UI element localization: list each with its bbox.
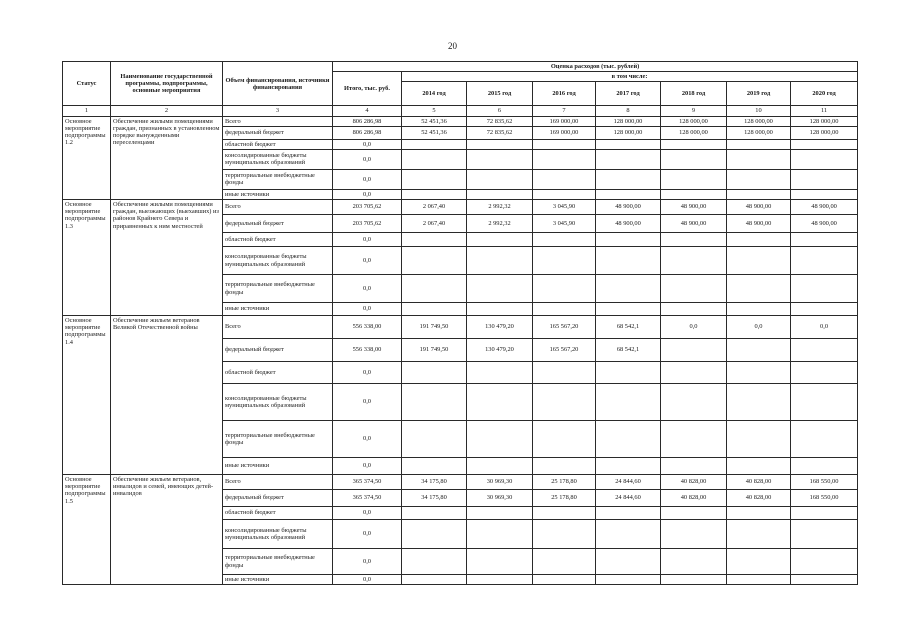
total-value: 0,0: [333, 303, 402, 316]
year-value: [661, 139, 727, 149]
year-value: [467, 458, 533, 475]
column-number: 3: [223, 106, 333, 116]
year-value: [661, 339, 727, 362]
year-value: 2 067,40: [402, 215, 467, 233]
year-value: [402, 275, 467, 303]
year-value: 0,0: [791, 316, 858, 339]
year-value: 48 900,00: [791, 215, 858, 233]
year-value: [661, 169, 727, 189]
year-value: 0,0: [661, 316, 727, 339]
year-value: [402, 549, 467, 575]
year-value: [727, 275, 791, 303]
column-number: 6: [467, 106, 533, 116]
year-value: [791, 275, 858, 303]
year-value: [533, 575, 596, 585]
year-value: 169 000,00: [533, 126, 596, 139]
total-value: 203 705,62: [333, 200, 402, 215]
year-value: [661, 233, 727, 247]
year-value: [727, 149, 791, 169]
year-value: [596, 384, 661, 421]
year-value: 48 900,00: [596, 200, 661, 215]
year-value: 25 178,80: [533, 490, 596, 507]
year-value: [402, 247, 467, 275]
year-value: [402, 149, 467, 169]
funding-source: консолидированные бюджеты муниципальных образований: [223, 384, 333, 421]
total-value: 0,0: [333, 189, 402, 199]
table-row: [63, 116, 858, 126]
year-value: [596, 233, 661, 247]
page-number: 20: [448, 41, 457, 51]
total-value: 0,0: [333, 575, 402, 585]
budget-table: [62, 61, 858, 585]
year-value: [467, 233, 533, 247]
column-number: 9: [661, 106, 727, 116]
year-value: [467, 149, 533, 169]
row-status: Основное мероприятие подпрограммы 1.4: [63, 316, 111, 475]
funding-source: Всего: [223, 475, 333, 490]
year-value: [661, 149, 727, 169]
year-value: 2 992,32: [467, 215, 533, 233]
year-value: [596, 139, 661, 149]
year-value: [791, 339, 858, 362]
year-value: 30 969,30: [467, 490, 533, 507]
funding-source: консолидированные бюджеты муниципальных образований: [223, 520, 333, 549]
total-value: 0,0: [333, 169, 402, 189]
funding-source: Всего: [223, 200, 333, 215]
funding-source: Всего: [223, 116, 333, 126]
year-value: 2 992,32: [467, 200, 533, 215]
year-value: [727, 384, 791, 421]
year-value: [467, 275, 533, 303]
row-name: Обеспечение жилыми помещениями граждан, признанных в установленном порядке вынужденными переселенцами: [111, 116, 223, 200]
table-row: [63, 475, 858, 490]
total-value: 0,0: [333, 149, 402, 169]
year-value: [727, 233, 791, 247]
year-value: [791, 458, 858, 475]
year-value: 130 479,20: [467, 316, 533, 339]
total-value: 0,0: [333, 384, 402, 421]
year-value: [727, 458, 791, 475]
total-value: 0,0: [333, 507, 402, 520]
year-value: [596, 575, 661, 585]
year-value: 34 175,80: [402, 490, 467, 507]
year-value: [791, 189, 858, 199]
row-status: Основное мероприятие подпрограммы 1.5: [63, 475, 111, 585]
funding-source: областной бюджет: [223, 139, 333, 149]
year-value: [661, 303, 727, 316]
year-value: [467, 169, 533, 189]
year-value: 48 900,00: [661, 200, 727, 215]
year-value: [467, 421, 533, 458]
year-value: [791, 384, 858, 421]
total-value: 0,0: [333, 247, 402, 275]
year-value: 165 567,20: [533, 316, 596, 339]
year-value: 48 900,00: [727, 215, 791, 233]
year-value: [661, 458, 727, 475]
year-value: 128 000,00: [596, 126, 661, 139]
year-value: 25 178,80: [533, 475, 596, 490]
funding-source: Всего: [223, 316, 333, 339]
year-value: 128 000,00: [791, 126, 858, 139]
year-value: 168 550,00: [791, 490, 858, 507]
year-value: [791, 575, 858, 585]
year-value: [533, 303, 596, 316]
year-value: 68 542,1: [596, 339, 661, 362]
row-name: Обеспечение жильем ветеранов, инвалидов и семей, имеющих детей-инвалидов: [111, 475, 223, 585]
year-value: 24 844,60: [596, 475, 661, 490]
row-status: Основное мероприятие подпрограммы 1.3: [63, 200, 111, 316]
year-value: 52 451,36: [402, 126, 467, 139]
year-value: 48 900,00: [791, 200, 858, 215]
year-value: [467, 362, 533, 384]
funding-source: федеральный бюджет: [223, 490, 333, 507]
year-value: [402, 362, 467, 384]
year-value: [402, 169, 467, 189]
year-value: [533, 507, 596, 520]
year-value: [402, 575, 467, 585]
total-value: 0,0: [333, 139, 402, 149]
year-value: 3 045,90: [533, 200, 596, 215]
year-value: [727, 520, 791, 549]
year-value: 34 175,80: [402, 475, 467, 490]
year-value: [533, 458, 596, 475]
year-value: [533, 275, 596, 303]
year-value: [596, 149, 661, 169]
year-value: [791, 303, 858, 316]
funding-source: иные источники: [223, 458, 333, 475]
header-estimate: Оценка расходов (тыс. рублей): [333, 62, 858, 72]
year-value: [791, 421, 858, 458]
year-value: [533, 549, 596, 575]
column-number: 4: [333, 106, 402, 116]
year-value: 130 479,20: [467, 339, 533, 362]
year-value: [791, 233, 858, 247]
funding-source: областной бюджет: [223, 233, 333, 247]
header-year: 2017 год: [596, 82, 661, 106]
year-value: [402, 139, 467, 149]
year-value: 168 550,00: [791, 475, 858, 490]
year-value: 72 835,62: [467, 116, 533, 126]
header-year: 2019 год: [727, 82, 791, 106]
year-value: [596, 303, 661, 316]
year-value: 169 000,00: [533, 116, 596, 126]
total-value: 556 338,00: [333, 339, 402, 362]
year-value: [727, 549, 791, 575]
year-value: [402, 421, 467, 458]
year-value: [596, 275, 661, 303]
funding-source: федеральный бюджет: [223, 126, 333, 139]
year-value: [467, 549, 533, 575]
header-total: Итого, тыс. руб.: [333, 72, 402, 106]
year-value: [402, 458, 467, 475]
year-value: [533, 247, 596, 275]
year-value: 40 828,00: [661, 490, 727, 507]
year-value: [533, 421, 596, 458]
year-value: [467, 384, 533, 421]
row-name: Обеспечение жилыми помещениями граждан, выезжающих (выехавших) из районов Крайнего Севера и приравненных к ним местностей: [111, 200, 223, 316]
total-value: 365 374,50: [333, 490, 402, 507]
year-value: [467, 507, 533, 520]
table-body: [63, 116, 858, 585]
year-value: [661, 549, 727, 575]
funding-source: иные источники: [223, 303, 333, 316]
year-value: [791, 149, 858, 169]
year-value: [533, 139, 596, 149]
year-value: [533, 384, 596, 421]
total-value: 0,0: [333, 520, 402, 549]
year-value: [596, 169, 661, 189]
funding-source: областной бюджет: [223, 507, 333, 520]
funding-source: федеральный бюджет: [223, 215, 333, 233]
header-year: 2018 год: [661, 82, 727, 106]
year-value: [533, 169, 596, 189]
column-number: 8: [596, 106, 661, 116]
funding-source: территориальные внебюджетные фонды: [223, 169, 333, 189]
year-value: 2 067,40: [402, 200, 467, 215]
year-value: 40 828,00: [727, 490, 791, 507]
year-value: 191 749,50: [402, 339, 467, 362]
year-value: [402, 303, 467, 316]
year-value: [791, 362, 858, 384]
year-value: [402, 233, 467, 247]
year-value: [727, 139, 791, 149]
year-value: [661, 384, 727, 421]
total-value: 806 286,98: [333, 116, 402, 126]
header-including: в том числе:: [402, 72, 858, 82]
year-value: [467, 303, 533, 316]
year-value: [661, 421, 727, 458]
year-value: 40 828,00: [727, 475, 791, 490]
year-value: [791, 247, 858, 275]
column-number: 7: [533, 106, 596, 116]
year-value: [533, 520, 596, 549]
year-value: [596, 520, 661, 549]
header-year: 2016 год: [533, 82, 596, 106]
year-value: 128 000,00: [727, 126, 791, 139]
year-value: [533, 362, 596, 384]
total-value: 203 705,62: [333, 215, 402, 233]
year-value: [661, 507, 727, 520]
funding-source: консолидированные бюджеты муниципальных образований: [223, 247, 333, 275]
year-value: [467, 139, 533, 149]
year-value: 48 900,00: [596, 215, 661, 233]
funding-source: федеральный бюджет: [223, 339, 333, 362]
year-value: 191 749,50: [402, 316, 467, 339]
year-value: [661, 247, 727, 275]
funding-source: иные источники: [223, 189, 333, 199]
year-value: [596, 189, 661, 199]
year-value: 128 000,00: [727, 116, 791, 126]
total-value: 0,0: [333, 362, 402, 384]
year-value: [533, 149, 596, 169]
total-value: 556 338,00: [333, 316, 402, 339]
year-value: [402, 384, 467, 421]
year-value: 68 542,1: [596, 316, 661, 339]
funding-source: консолидированные бюджеты муниципальных образований: [223, 149, 333, 169]
year-value: 0,0: [727, 316, 791, 339]
header-status: Статус: [63, 62, 111, 106]
year-value: 52 451,36: [402, 116, 467, 126]
year-value: 30 969,30: [467, 475, 533, 490]
year-value: [791, 507, 858, 520]
column-number: 1: [63, 106, 111, 116]
year-value: [791, 139, 858, 149]
year-value: 48 900,00: [661, 215, 727, 233]
year-value: [727, 169, 791, 189]
year-value: [596, 458, 661, 475]
year-value: 128 000,00: [661, 116, 727, 126]
year-value: [727, 247, 791, 275]
funding-source: территориальные внебюджетные фонды: [223, 421, 333, 458]
total-value: 0,0: [333, 233, 402, 247]
year-value: [727, 303, 791, 316]
year-value: [661, 362, 727, 384]
header-volume: Объем финансирования, источники финансирования: [223, 62, 333, 106]
header-year: 2015 год: [467, 82, 533, 106]
column-number: 2: [111, 106, 223, 116]
year-value: [791, 520, 858, 549]
year-value: [402, 520, 467, 549]
funding-source: территориальные внебюджетные фонды: [223, 549, 333, 575]
year-value: [467, 575, 533, 585]
header-name: Наименование государственной программы, подпрограммы, основные мероприятия: [111, 62, 223, 106]
year-value: [402, 189, 467, 199]
funding-source: областной бюджет: [223, 362, 333, 384]
year-value: 40 828,00: [661, 475, 727, 490]
year-value: [727, 189, 791, 199]
year-value: [596, 421, 661, 458]
year-value: [533, 233, 596, 247]
year-value: [727, 362, 791, 384]
year-value: [727, 507, 791, 520]
year-value: [596, 507, 661, 520]
column-number: 11: [791, 106, 858, 116]
column-number: 5: [402, 106, 467, 116]
year-value: 128 000,00: [661, 126, 727, 139]
total-value: 806 286,98: [333, 126, 402, 139]
year-value: [791, 549, 858, 575]
total-value: 0,0: [333, 458, 402, 475]
year-value: [791, 169, 858, 189]
column-number: 10: [727, 106, 791, 116]
year-value: [596, 247, 661, 275]
year-value: [661, 275, 727, 303]
year-value: [661, 520, 727, 549]
year-value: [661, 575, 727, 585]
year-value: 3 045,90: [533, 215, 596, 233]
year-value: [727, 575, 791, 585]
total-value: 0,0: [333, 549, 402, 575]
year-value: 128 000,00: [596, 116, 661, 126]
year-value: [661, 189, 727, 199]
year-value: [596, 549, 661, 575]
year-value: 24 844,60: [596, 490, 661, 507]
total-value: 365 374,50: [333, 475, 402, 490]
year-value: 165 567,20: [533, 339, 596, 362]
year-value: 128 000,00: [791, 116, 858, 126]
year-value: [467, 520, 533, 549]
year-value: 48 900,00: [727, 200, 791, 215]
total-value: 0,0: [333, 421, 402, 458]
year-value: 72 835,62: [467, 126, 533, 139]
header-year: 2020 год: [791, 82, 858, 106]
year-value: [727, 421, 791, 458]
funding-source: иные источники: [223, 575, 333, 585]
year-value: [596, 362, 661, 384]
table-row: [63, 200, 858, 215]
row-name: Обеспечение жильем ветеранов Великой Отечественной войны: [111, 316, 223, 475]
total-value: 0,0: [333, 275, 402, 303]
year-value: [727, 339, 791, 362]
table-row: [63, 316, 858, 339]
header-year: 2014 год: [402, 82, 467, 106]
row-status: Основное мероприятие подпрограммы 1.2: [63, 116, 111, 200]
year-value: [402, 507, 467, 520]
funding-source: территориальные внебюджетные фонды: [223, 275, 333, 303]
year-value: [467, 189, 533, 199]
year-value: [467, 247, 533, 275]
year-value: [533, 189, 596, 199]
